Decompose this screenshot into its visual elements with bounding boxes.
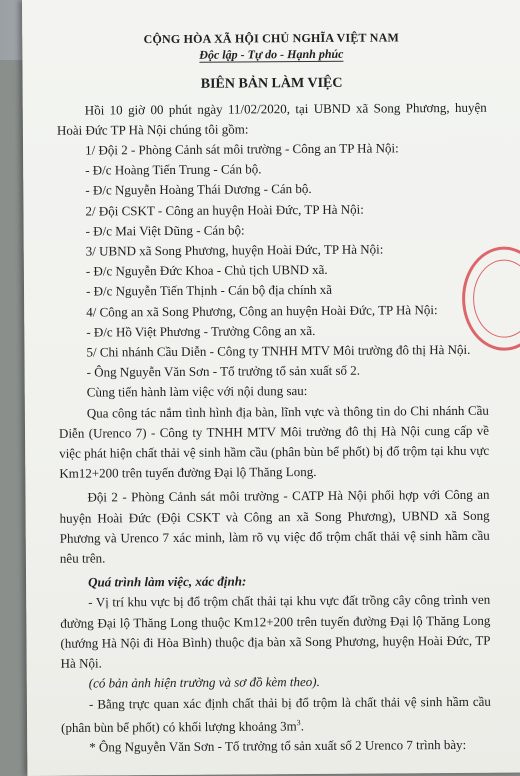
group-1-member-2: - Đ/c Nguyễn Hoàng Thái Dương - Cán bộ.: [85, 181, 312, 198]
group-3-heading: 3/ UBND xã Song Phương, huyện Hoài Đức, TP Hà Nội:: [85, 241, 384, 259]
group-2-heading: 2/ Đội CSKT - Công an huyện Hoài Đức, TP Hà Nội:: [85, 201, 364, 219]
paragraph-5: * Ông Nguyễn Văn Sơn - Tổ trưởng tổ sản xuất số 2 Urenco 7 trình bày:: [89, 737, 467, 755]
motto-line: [56, 43, 486, 66]
nation-heading: CỘNG HÒA XÃ HỘI CHỦ NGHĨA VIỆT NAM: [143, 30, 400, 47]
group-3-member-1: - Đ/c Nguyễn Đức Khoa - Chủ tịch UBND xã.: [85, 262, 328, 279]
group-1-heading: 1/ Đội 2 - Phòng Cảnh sát môi trường - Công an TP Hà Nội:: [84, 140, 399, 158]
document-title: BIÊN BẢN LÀM VIỆC: [200, 76, 343, 93]
group-5-heading: 5/ Chi nhánh Cầu Diễn - Công ty TNHH MTV Môi trường đô thị Hà Nội.: [86, 341, 471, 360]
group-2-member-1: - Đ/c Mai Việt Dũng - Cán bộ:: [85, 222, 245, 239]
paragraph-2: Đội 2 - Phòng Cảnh sát môi trường - CATP Hà Nội phối hợp với Công an huyện Hoài Đức (Đội CSKT và Công an xã Song Phương), UBND xã Song Phương và Urenco 7 xác minh, làm rõ vụ việc đổ trộm chất thải vệ sinh hầm cầu nêu trên.: [59, 487, 490, 566]
group-4-heading: 4/ Công an xã Song Phương, Công an huyện Hoài Đức, TP Hà Nội:: [86, 301, 438, 320]
paragraph-4-end: .: [300, 718, 304, 734]
document-sheet: [22, 0, 520, 776]
paragraph-4: [61, 691, 491, 738]
paragraph-3: - Vị trí khu vực bị đổ trộm chất thải tại khu vực đất trồng cây công trình ven đường Đại lộ Thăng Long thuộc Km12+200 trên tuyến đường Đại lộ Thăng Long (hướng Hà Nội đi Hòa Bình) thuộc địa bàn xã Song Phương, huyện Hoài Đức, TP Hà Nội.: [60, 592, 491, 671]
intro-paragraph: Hồi 10 giờ 00 phút ngày 11/02/2020, tại UBND xã Song Phương, huyện Hoài Đức TP Hà Nội chúng tôi gồm:: [56, 99, 487, 138]
paragraph-4-text: - Bằng trực quan xác định chất thải bị đổ trộm là chất thải vệ sinh hầm cầu (phân bùn bể phốt) có khối lượng khoảng 3m: [61, 693, 491, 735]
document-content: [56, 27, 491, 758]
together-line: Cùng tiến hành làm việc với nội dung sau:: [86, 383, 308, 401]
section-heading: Quá trình làm việc, xác định:: [88, 573, 247, 590]
paragraph-1: Qua công tác nắm tình hình địa bàn, lĩnh vực và thông tin do Chi nhánh Cầu Diễn (Urenco 7) - Công ty TNHH MTV Môi trường đô thị Hà Nội cung cấp về việc phát hiện chất thải vệ sinh hầm cầu (phân bùn bể phốt) bị đổ trộm tại khu vực Km12+200 trên tuyến đường Đại lộ Thăng Long.: [58, 402, 490, 482]
group-1-member-1: - Đ/c Hoàng Tiến Trung - Cán bộ.: [85, 161, 262, 178]
group-5-member-1: - Ông Nguyễn Văn Sơn - Tổ trưởng tổ sản xuất số 2.: [86, 362, 361, 380]
note-line: (có bản ảnh hiện trường và sơ đồ kèm theo).: [88, 674, 320, 691]
motto-text: Độc lập - Tự do - Hạnh phúc: [199, 46, 344, 62]
group-4-member-1: - Đ/c Hồ Việt Phương - Trưởng Công an xã.: [86, 322, 316, 340]
group-3-member-2: - Đ/c Nguyễn Tiến Thịnh - Cán bộ địa chính xã: [85, 282, 333, 299]
paragraph-4-superscript: 3: [296, 717, 301, 727]
